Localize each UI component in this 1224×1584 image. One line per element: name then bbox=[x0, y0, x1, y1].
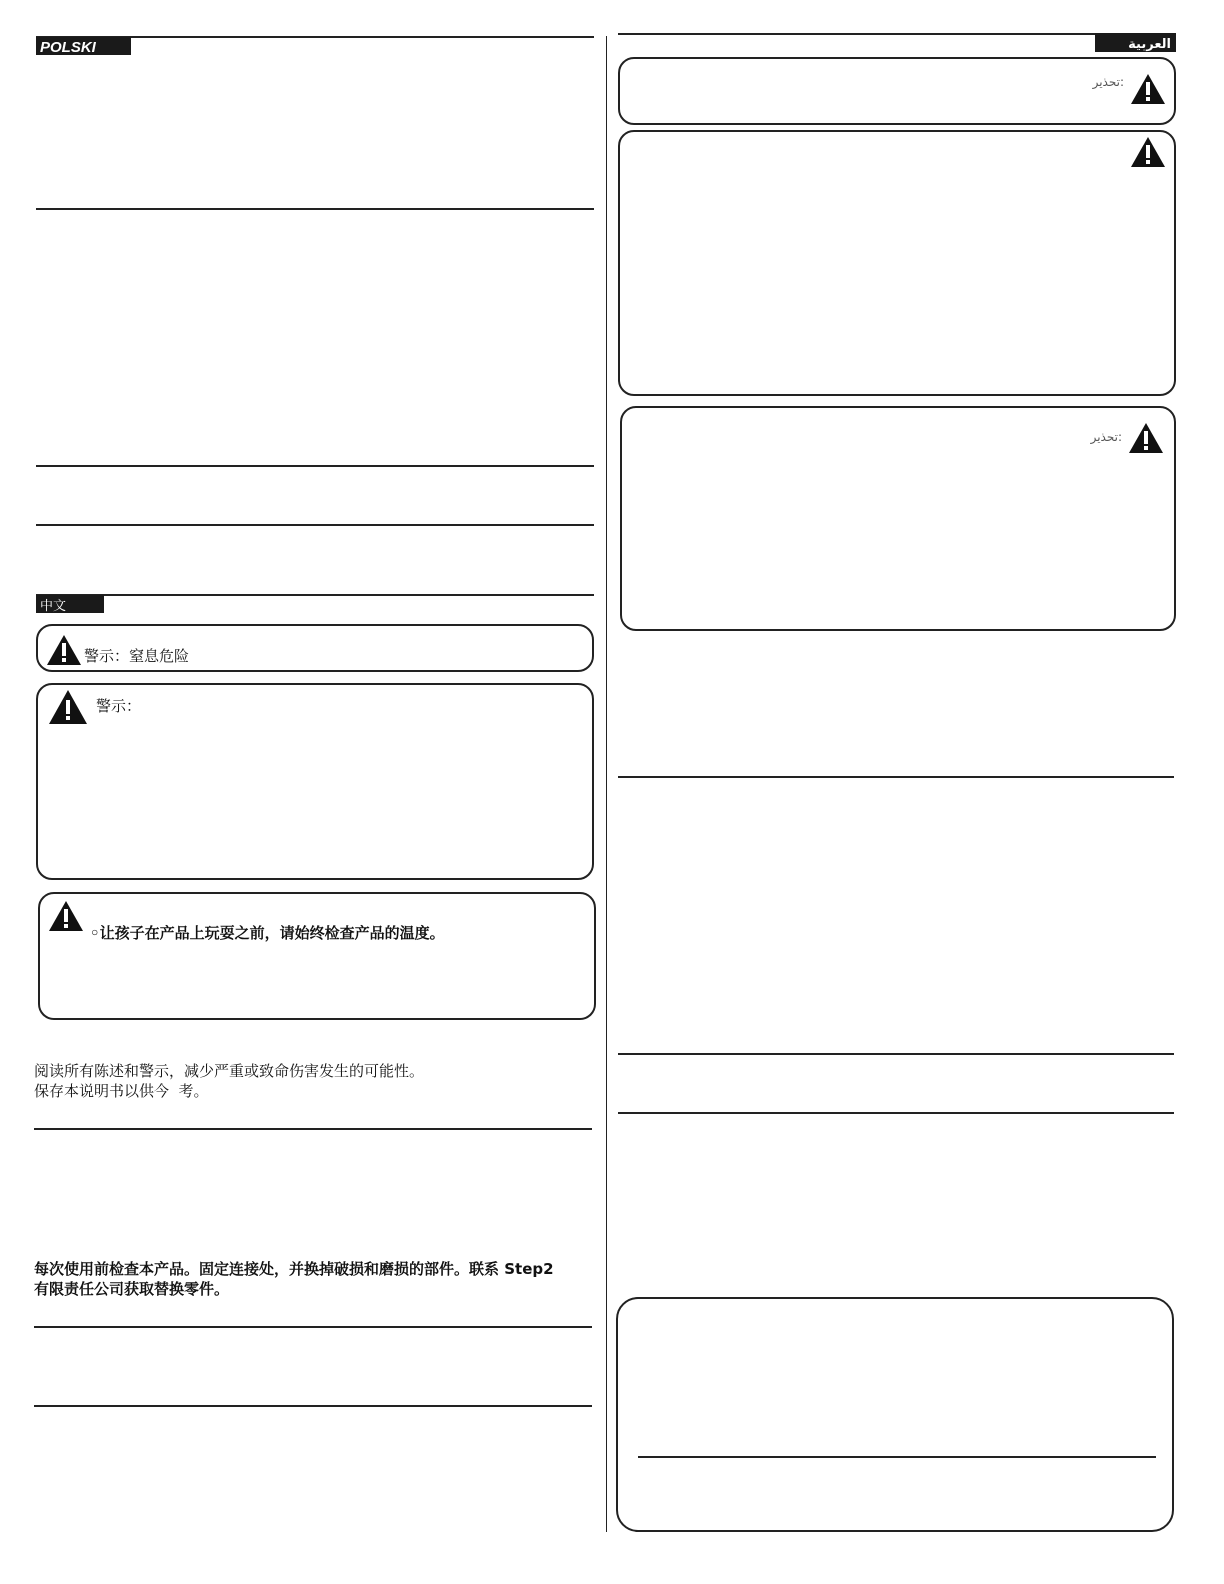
warning-arabic-top-title: تحذير: bbox=[1092, 75, 1124, 89]
section-rule bbox=[618, 776, 1174, 778]
inspect-notice-line2: 有限责任公司获取替换零件。 bbox=[34, 1280, 230, 1298]
section-rule bbox=[618, 1112, 1174, 1114]
section-rule bbox=[34, 1128, 592, 1130]
arabic-header-rule bbox=[618, 33, 1176, 35]
warning-triangle-icon bbox=[48, 900, 84, 932]
warning-box-suffocation bbox=[36, 624, 594, 672]
warning-arabic-third-title: تحذير: bbox=[1090, 430, 1122, 444]
section-rule bbox=[618, 1053, 1174, 1055]
warning-temperature-text: ◦让孩子在产品上玩耍之前，请始终检查产品的温度。 bbox=[90, 924, 445, 942]
polski-tab-label: POLSKI bbox=[40, 39, 96, 56]
warning-triangle-icon bbox=[48, 689, 88, 725]
warning-triangle-icon bbox=[1128, 422, 1164, 454]
read-instructions-line1: 阅读所有陈述和警示，减少严重或致命伤害发生的可能性。 bbox=[34, 1062, 425, 1080]
bottom-info-box bbox=[616, 1297, 1174, 1532]
section-rule bbox=[36, 524, 594, 526]
section-rule bbox=[34, 1326, 592, 1328]
column-divider bbox=[606, 36, 607, 1532]
warning-box-general bbox=[36, 683, 594, 880]
arabic-tab-label: العربية bbox=[1128, 37, 1171, 52]
warning-suffocation-title: 警示：窒息危险 bbox=[84, 647, 190, 665]
arabic-language-tab bbox=[1095, 33, 1176, 52]
warning-box-arabic-top bbox=[618, 57, 1176, 125]
chinese-tab-label: 中文 bbox=[40, 599, 67, 614]
read-instructions-line2: 保存本说明书以供今 考。 bbox=[34, 1082, 209, 1100]
warning-general-title: 警示： bbox=[96, 697, 142, 715]
bottom-box-rule bbox=[638, 1456, 1156, 1458]
chinese-language-tab bbox=[36, 595, 104, 613]
polski-language-tab bbox=[36, 37, 131, 55]
warning-box-arabic-third bbox=[620, 406, 1176, 631]
chinese-header-rule bbox=[36, 594, 594, 596]
warning-box-temperature bbox=[38, 892, 596, 1020]
section-rule bbox=[36, 208, 594, 210]
section-rule bbox=[34, 1405, 592, 1407]
section-rule bbox=[36, 465, 594, 467]
inspect-notice-line1: 每次使用前检查本产品。固定连接处，并换掉破损和磨损的部件。联系 Step2 bbox=[34, 1260, 554, 1278]
warning-triangle-icon bbox=[46, 634, 82, 666]
warning-triangle-icon bbox=[1130, 136, 1166, 168]
warning-box-arabic-large bbox=[618, 130, 1176, 396]
warning-triangle-icon bbox=[1130, 73, 1166, 105]
